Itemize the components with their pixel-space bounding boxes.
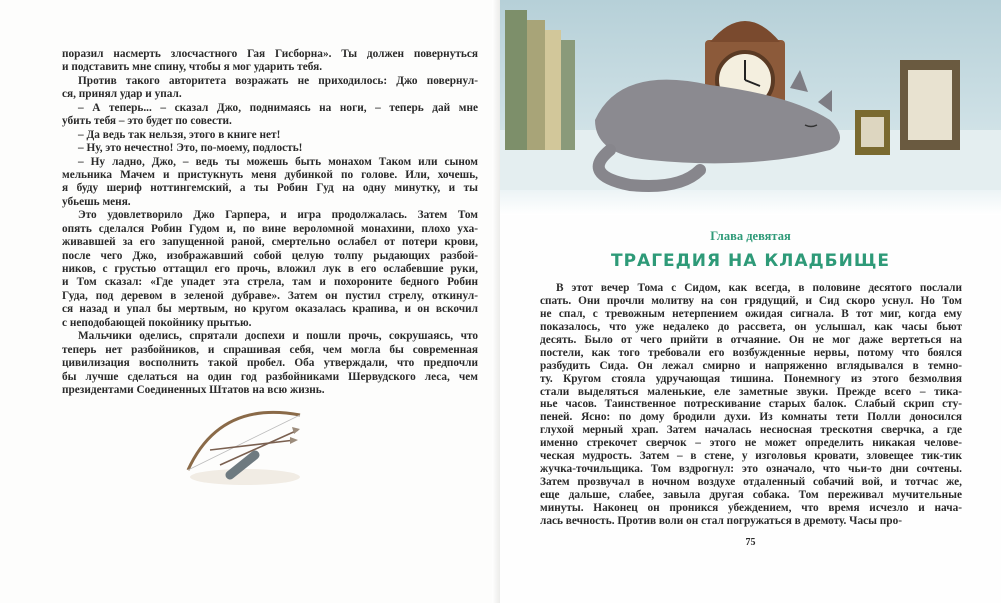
text-line: В этот вечер Тома с Сидом, как всегда, в половине десятого послали <box>556 282 962 294</box>
paragraph <box>62 75 478 102</box>
right-page <box>500 0 1001 603</box>
text-line: разбудить Сида. Он лежал смирно и напряженно вглядывался в темно- <box>540 359 962 372</box>
paragraph <box>62 129 478 142</box>
text-line: с неподобающей покойнику прытью. <box>62 316 252 329</box>
text-line: Затем прозвучал в ночном воздухе отдаленный собачий вой, и тотчас же, <box>540 476 962 489</box>
text-line: и Том сказал: «Где упадет эта стрела, там и похороните бедного Робин <box>62 276 478 289</box>
text-line: убьешь меня. <box>62 195 131 208</box>
text-line: именно стрекочет сверчок – этого не может определить никакая челове- <box>540 437 962 450</box>
text-line: постели, как того требовали его возбужденные нервы, потому что боялся <box>540 346 962 359</box>
text-line: ников, с грустью оттащил его прочь, вложил лук в его ослабевшие руки, <box>62 263 478 275</box>
text-line: ся, принял удар и упал. <box>62 88 182 101</box>
paragraph <box>62 48 478 75</box>
text-line: нье часов. Таинственное потрескивание старых балок. Слабый скрип сту- <box>540 398 962 411</box>
paragraph <box>540 282 962 528</box>
text-line: Против такого авторитета возражать не приходилось: Джо повернул- <box>78 74 478 87</box>
left-page <box>0 0 500 603</box>
text-line: я буду шериф ноттингемский, а ты Робин Гуд на одну минутку, и ты <box>62 182 478 195</box>
text-line: – Да ведь так нельзя, этого в книге нет! <box>78 128 281 141</box>
text-line: мельника Мачем и пристукнуть меня дубинкой по голове. Или, хочешь, <box>62 168 478 181</box>
text-line: – Ну ладно, Джо, – ведь ты можешь быть монахом Таком или сыном <box>78 155 478 168</box>
paragraph <box>62 209 478 330</box>
left-page-text <box>62 48 478 397</box>
text-line: ся назад и упал бы мертвым, но кругом оказалась крапива, и он вскочил <box>62 303 478 316</box>
text-line: глухой мерный храп. Затем началась несносная трескотня сверчка, а где <box>540 424 962 437</box>
text-line: поразил насмерть злосчастного Гая Гисборна». Ты должен повернуться <box>62 48 478 60</box>
paragraph <box>62 102 478 129</box>
paragraph <box>62 156 478 210</box>
text-line: пеней. Ясно: по дому бродили духи. Из комнаты тети Полли доносился <box>540 411 962 424</box>
text-line: еще дальше, слабее, завыла другая собака. Том переживал мучительные <box>540 489 962 501</box>
text-line: ту. Кругом стояла удручающая тишина. Понемногу из этого безмолвия <box>540 372 962 385</box>
text-line: ческая мудрость. Затем – в стене, у изголовья кровати, зловещее тик-тик <box>540 450 962 463</box>
chapter-label: Глава девятая <box>710 229 791 243</box>
text-line: президентами Соединенных Штатов на всю жизнь. <box>62 383 325 396</box>
paragraph <box>62 330 478 397</box>
text-line: живавшей за его запущенной раной, смертельно ослабел от потери крови, <box>62 236 478 249</box>
text-line: бы лучше сделаться на один год разбойниками Шервудского леса, чем <box>62 370 478 383</box>
text-line: убить тебя – это будет по совести. <box>62 115 232 128</box>
bow-and-arrows-illustration <box>180 395 310 495</box>
page-number: 75 <box>745 537 756 548</box>
text-line: – А теперь... – сказал Джо, поднимаясь на ноги, – теперь дай мне <box>78 101 478 114</box>
text-line: после чего Джо, изображавший собой целую толпу рыдающих разбой- <box>62 249 478 262</box>
text-line: жучка-точильщика. Том вздрогнул: это означало, что чьи-то дни сочтены. <box>540 463 962 476</box>
text-line: не спал, с тревожным нетерпением ожидая сигнала. В тот миг, когда ему <box>540 307 962 320</box>
text-line: – Ну, это нечестно! Это, по-моему, подлость! <box>78 142 303 155</box>
sleeping-cat-illustration <box>500 0 1001 215</box>
text-line: Мальчики оделись, спрятали доспехи и пошли прочь, сокрушаясь, что <box>78 330 478 343</box>
text-line: цивилизация восполнить такой пробел. Оба утверждали, что предпочли <box>62 357 478 370</box>
chapter-title: ТРАГЕДИЯ НА КЛАДБИЩЕ <box>611 251 890 271</box>
text-line: Это удовлетворило Джо Гарпера, и игра продолжалась. Затем Том <box>78 209 478 222</box>
text-line: десять. Было от чего прийти в отчаяние. Он не мог даже вертеться на <box>540 333 962 346</box>
text-line: показалось, что уже недалеко до рассвета, он услышал, как часы бьют <box>540 320 962 333</box>
text-line: теперь нет разбойников, и спрашивая себя, чем могла бы современная <box>62 343 478 356</box>
text-line: минуты. Наконец он проникся убеждением, что время исчезло и нача- <box>540 501 962 514</box>
text-line: спать. Они прочли молитву на сон грядущий, и Сид скоро уснул. Но Том <box>540 294 962 307</box>
text-line: Гуда, под деревом в зеленой дубраве». Затем он пустил стрелу, откинул- <box>62 289 478 302</box>
text-line: опять сделался Робин Гудом и, по вине вероломной монахини, плохо уха- <box>62 222 478 235</box>
text-line: стали выделяться маленькие, еле заметные звуки. Прежде всего – тика- <box>540 385 962 398</box>
text-line: лась вечность. Против воли он стал погружаться в дремоту. Часы про- <box>540 514 902 527</box>
right-page-text <box>540 282 962 528</box>
text-line: и подставить мне спину, чтобы я мог ударить тебя. <box>62 61 323 74</box>
paragraph <box>62 142 478 155</box>
